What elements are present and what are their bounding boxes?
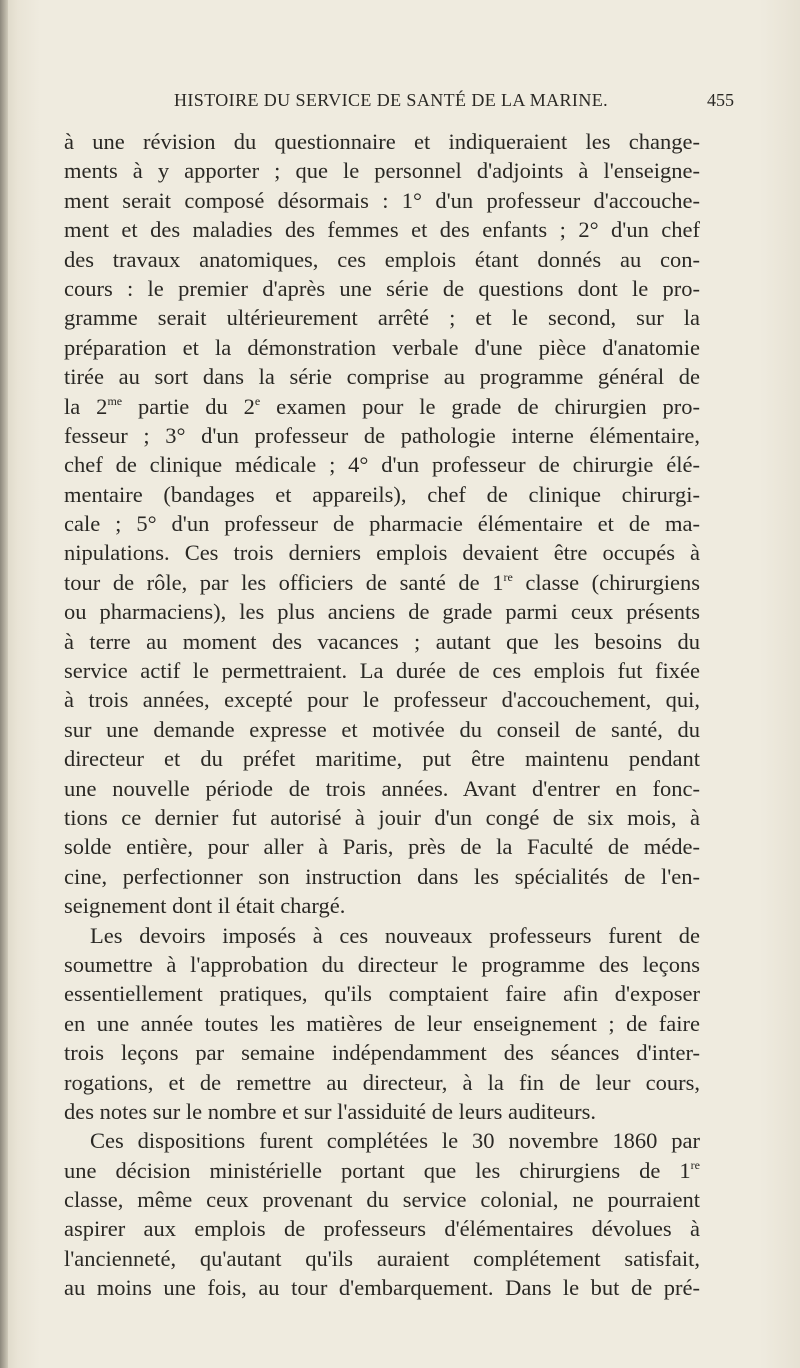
text-line: ments à y apporter ; que le personnel d'adjoints à l'enseigne- xyxy=(64,158,700,184)
line-segment: la 2 xyxy=(64,393,108,419)
text-line: Les devoirs imposés à ces nouveaux professeurs furent de xyxy=(90,922,700,948)
text-line: aspirer aux emplois de professeurs d'élémentaires dévolues à xyxy=(64,1216,700,1242)
text-line: cale ; 5° d'un professeur de pharmacie élémentaire et de ma- xyxy=(64,511,700,537)
text-line: sur une demande expresse et motivée du conseil de santé, du xyxy=(64,716,700,742)
line-segment: une décision ministérielle portant que les chirurgiens de 1 xyxy=(64,1157,691,1183)
text-line: Ces dispositions furent complétées le 30 novembre 1860 par xyxy=(90,1128,700,1154)
text-line xyxy=(64,568,700,597)
text-line xyxy=(64,1156,700,1185)
text-line: soumettre à l'approbation du directeur le programme des leçons xyxy=(64,951,700,977)
text-line: essentiellement pratiques, qu'ils comptaient faire afin d'exposer xyxy=(64,981,700,1007)
superscript: re xyxy=(503,569,513,584)
line-segment: classe (chirurgiens xyxy=(512,569,700,595)
text-line: classe, même ceux provenant du service colonial, ne pourraient xyxy=(64,1187,700,1213)
line-segment: tour de rôle, par les officiers de santé de 1 xyxy=(64,569,504,595)
body-text xyxy=(64,127,700,1303)
superscript: me xyxy=(107,393,123,408)
text-line: à terre au moment des vacances ; autant que les besoins du xyxy=(64,628,700,654)
text-line: à trois années, excepté pour le professeur d'accouchement, qui, xyxy=(64,687,700,713)
text-line: fesseur ; 3° d'un professeur de pathologie interne élémentaire, xyxy=(64,422,700,448)
text-line: cours : le premier d'après une série de questions dont le pro- xyxy=(64,275,700,301)
text-line: ment serait composé désormais : 1° d'un professeur d'accouche- xyxy=(64,187,700,213)
text-line: seignement dont il était chargé. xyxy=(64,893,346,919)
running-head xyxy=(64,90,734,118)
text-line: des travaux anatomiques, ces emplois étant donnés au con- xyxy=(64,246,700,272)
page-binding-edge xyxy=(0,0,8,1368)
text-line: nipulations. Ces trois derniers emplois devaient être occupés à xyxy=(64,540,700,566)
text-line: préparation et la démonstration verbale d'une pièce d'anatomie xyxy=(64,334,700,360)
text-line: au moins une fois, au tour d'embarquement. Dans le but de pré- xyxy=(64,1275,700,1301)
text-line: en une année toutes les matières de leur enseignement ; de faire xyxy=(64,1010,700,1036)
line-segment: partie du 2 xyxy=(122,393,255,419)
superscript: re xyxy=(690,1157,700,1172)
text-line: cine, perfectionner son instruction dans les spécialités de l'en- xyxy=(64,863,700,889)
text-line: rogations, et de remettre au directeur, à la fin de leur cours, xyxy=(64,1069,700,1095)
text-line: mentaire (bandages et appareils), chef de clinique chirurgi- xyxy=(64,481,700,507)
text-line: une nouvelle période de trois années. Avant d'entrer en fonc- xyxy=(64,775,700,801)
text-line: ment et des maladies des femmes et des enfants ; 2° d'un chef xyxy=(64,217,700,243)
text-line: trois leçons par semaine indépendamment des séances d'inter- xyxy=(64,1040,700,1066)
text-line: tirée au sort dans la série comprise au programme général de xyxy=(64,364,700,390)
text-line: des notes sur le nombre et sur l'assiduité de leurs auditeurs. xyxy=(64,1098,597,1124)
text-line: à une révision du questionnaire et indiqueraient les change- xyxy=(64,129,700,154)
text-line xyxy=(64,392,700,421)
text-line: directeur et du préfet maritime, put être maintenu pendant xyxy=(64,746,700,772)
text-line: tions ce dernier fut autorisé à jouir d'un congé de six mois, à xyxy=(64,804,700,830)
text-line: service actif le permettraient. La durée de ces emplois fut fixée xyxy=(64,658,700,684)
text-line: gramme serait ultérieurement arrêté ; et le second, sur la xyxy=(64,305,700,331)
text-line: chef de clinique médicale ; 4° d'un professeur de chirurgie élé- xyxy=(64,452,700,478)
text-line: l'ancienneté, qu'autant qu'ils auraient complétement satisfait, xyxy=(64,1245,700,1271)
superscript: e xyxy=(254,393,261,408)
running-title: HISTOIRE DU SERVICE DE SANTÉ DE LA MARINE. xyxy=(174,90,609,110)
line-segment: examen pour le grade de chirurgien pro- xyxy=(260,393,701,419)
page-number: 455 xyxy=(707,90,734,110)
text-line: solde entière, pour aller à Paris, près de la Faculté de méde- xyxy=(64,834,700,860)
text-line: ou pharmaciens), les plus anciens de grade parmi ceux présents xyxy=(64,599,700,625)
